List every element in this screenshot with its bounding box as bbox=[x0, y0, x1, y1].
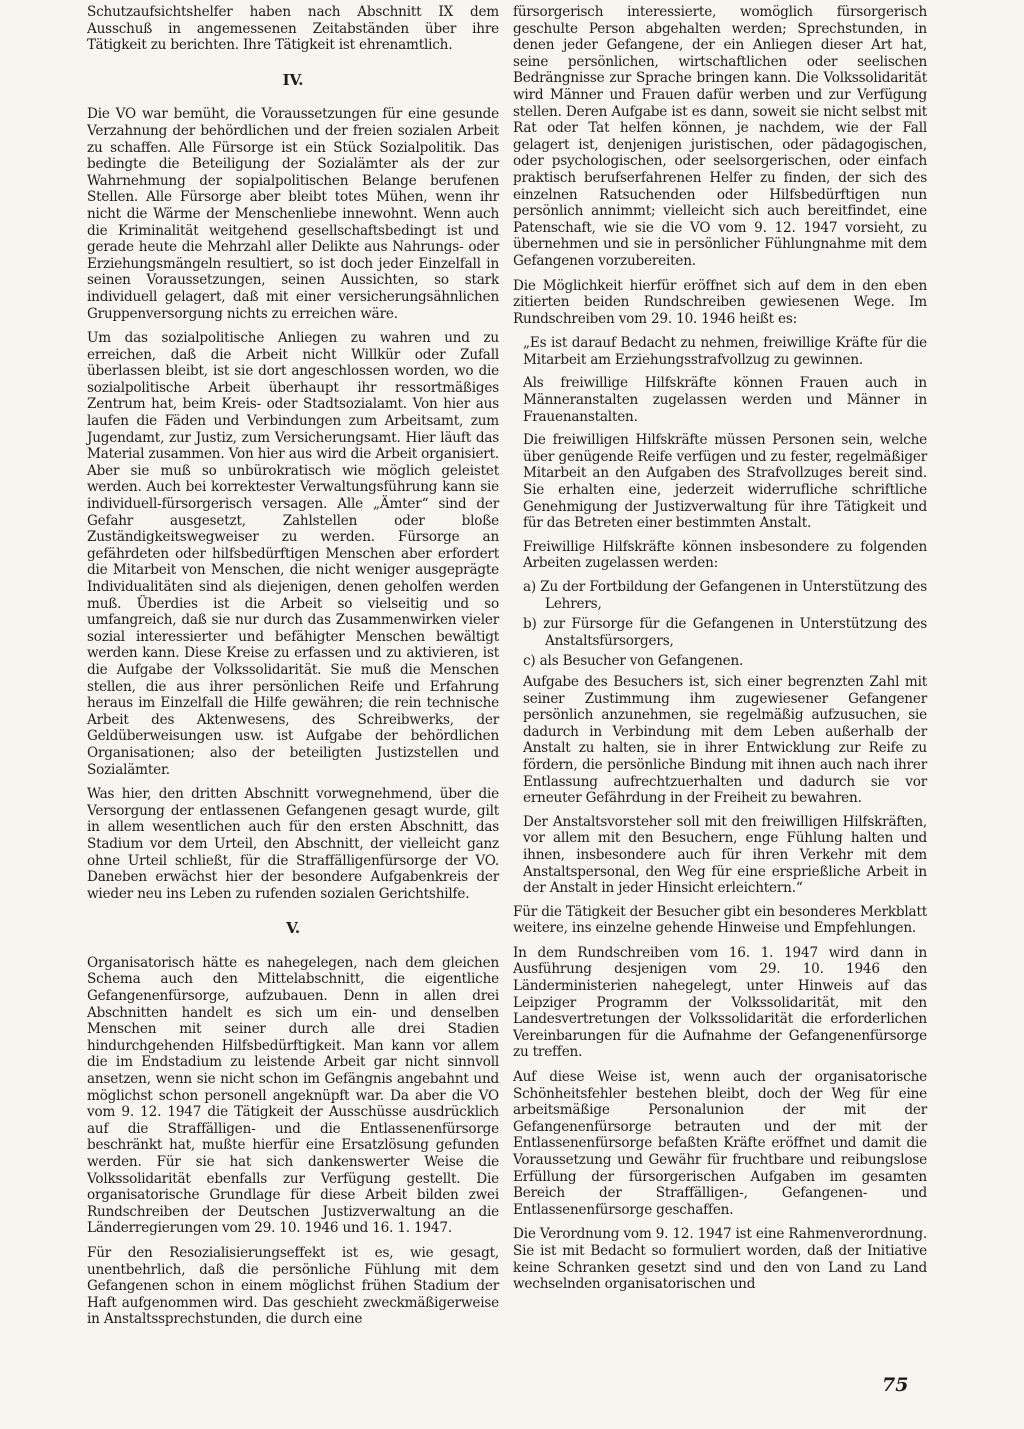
paragraph: In dem Rundschreiben vom 16. 1. 1947 wird dann in Ausführung desjenigen vom 29. 10. 1946 den Länderministerien nahegelegt, unter Hinweis auf das Leipziger Programm der Volkssolidarität, mit den Landesvertretungen der Volkssolidarität die erforderlichen Vereinbarungen für die Aufnahme der Gefangenenfürsorge zu treffen. bbox=[513, 944, 927, 1061]
page-number: 75 bbox=[882, 1374, 909, 1396]
paragraph: Schutzaufsichtshelfer haben nach Abschnitt IX dem Ausschuß in angemessenen Zeitabständen über ihre Tätigkeit zu berichten. Ihre Tätigkeit ist ehrenamtlich. bbox=[87, 4, 499, 54]
paragraph: Auf diese Weise ist, wenn auch der organisatorische Schönheitsfehler bestehen bleibt, doch der Weg für eine arbeitsmäßige Personalunion der mit der Gefangenenfürsorge betrauten und der mit der Entlassenenfürsorge befaßten Kräfte eröffnet und damit die Voraussetzung und Gewähr für fruchtbare und reibungslose Erfüllung der fürsorgerischen Aufgaben im gesamten Bereich der Straffälligen-, Gefangenen- und Entlassenenfürsorge geschaffen. bbox=[513, 1069, 927, 1218]
paragraph: Die VO war bemüht, die Voraussetzungen für eine gesunde Verzahnung der behördlichen und der freien sozialen Arbeit zu schaffen. Alle Fürsorge ist ein Stück Sozialpolitik. Das bedingte die Beteiligung der Sozialämter als der zur Wahrnehmung der sopialpolitischen Belange berufenen Stellen. Alle Fürsorge aber bleibt totes Mühen, wenn ihr nicht die Wärme der Menschenliebe innewohnt. Wenn auch die Kriminalität weitgehend gesellschaftsbedingt ist und gerade heute die Mehrzahl aller Delikte aus Nahrungs- oder Erziehungsmängeln resultiert, so ist doch jeder Einzelfall in seinen Voraussetzungen, seinen Aussichten, so stark individuell gelagert, daß mit einer versicherungsähnlichen Gruppenversorgung nichts zu erreichen wäre. bbox=[87, 106, 499, 322]
quote-paragraph: Die freiwilligen Hilfskräfte müssen Personen sein, welche über genügende Reife verfügen und zu fester, regelmäßiger Mitarbeit an den Aufgaben des Strafvollzuges bereit sind. Sie erhalten eine, jederzeit widerrufliche schriftliche Genehmigung der Justizverwaltung für ihre Tätigkeit und für das Betreten einer bestimmten Anstalt. bbox=[523, 432, 927, 532]
section-heading-iv: IV. bbox=[282, 70, 304, 89]
list-item: a) Zu der Fortbildung der Gefangenen in Unterstützung des Lehrers, bbox=[523, 579, 927, 612]
quote-paragraph: „Es ist darauf Bedacht zu nehmen, freiwillige Kräfte für die Mitarbeit am Erziehungsstrafvollzug zu gewinnen. bbox=[523, 335, 927, 368]
quote-list bbox=[523, 579, 927, 670]
paragraph: Was hier, den dritten Abschnitt vorwegnehmend, über die Versorgung der entlassenen Gefangenen gesagt wurde, gilt in allem wesentlichen auch für den ersten Abschnitt, das Stadium vor dem Urteil, den Abschnitt, der vielleicht ganz ohne Urteil schließt, für die Straffälligenfürsorge der VO. Daneben erwächst hier der besondere Aufgabenkreis der wieder neu ins Leben zu rufenden sozialen Gerichtshilfe. bbox=[87, 786, 499, 902]
list-item: c) als Besucher von Gefangenen. bbox=[523, 653, 744, 670]
left-column bbox=[87, 4, 499, 1336]
quote-paragraph: Als freiwillige Hilfskräfte können Frauen auch in Männeranstalten zugelassen werden und Männer in Frauenanstalten. bbox=[523, 375, 927, 425]
right-column bbox=[513, 4, 927, 1301]
block-quote bbox=[513, 335, 927, 896]
section-heading-v: V. bbox=[286, 919, 300, 938]
paragraph: fürsorgerisch interessierte, womöglich fürsorgerisch geschulte Person abgehalten werden; Sprechstunden, in denen jeder Gefangene, der ein Anliegen dieser Art hat, seine persönlichen, wirtschaftlichen oder seelischen Bedrängnisse zur Sprache bringen kann. Die Volkssolidarität wird Männer und Frauen dafür werben und zur Verfügung stellen. Deren Aufgabe ist es dann, soweit sie nicht selbst mit Rat oder Tat helfen können, je nachdem, wie der Fall gelagert ist, denjenigen juristischen, oder pädagogischen, oder psychologischen, oder seelsorgerischen, oder einfach praktisch berufserfahrenen Helfer zu finden, der sich des einzelnen Ratsuchenden oder Hilfsbedürftigen nun persönlich annimmt; vielleicht sich auch bereitfindet, eine Patenschaft, wie sie die VO vom 9. 12. 1947 vorsieht, zu übernehmen und sie in persönlicher Fühlungnahme mit dem Gefangenen vorzubereiten. bbox=[513, 4, 927, 269]
paragraph: Für die Tätigkeit der Besucher gibt ein besonderes Merkblatt weitere, ins einzelne gehende Hinweise und Empfehlungen. bbox=[513, 903, 927, 937]
paragraph: Die Verordnung vom 9. 12. 1947 ist eine Rahmenverordnung. Sie ist mit Bedacht so formuliert worden, daß der Initiative keine Schranken gesetzt sind und den von Land zu Land wechselnden organisatorischen und bbox=[513, 1226, 927, 1293]
paragraph: Um das sozialpolitische Anliegen zu wahren und zu erreichen, daß die Arbeit nicht Willkür oder Zufall überlassen bleibt, ist sie dort angeschlossen worden, wo die sozialpolitische Arbeit überhaupt ihr ressortmäßiges Zentrum hat, beim Kreis- oder Stadtsozialamt. Von hier aus laufen die Fäden und Verbindungen zum Arbeitsamt, zum Jugendamt, zur Justiz, zum Versicherungsamt. Hier läuft das Material zusammen. Von hier aus wird die Arbeit organisiert. Aber sie muß so unbürokratisch wie möglich geleistet werden. Auch bei korrektester Verwaltungsführung kann sie individuell-fürsorgerisch versagen. Alle „Ämter“ sind der Gefahr ausgesetzt, Zahlstellen oder bloße Zuständigkeitswegweiser zu werden. Fürsorge an gefährdeten oder hilfsbedürftigen Menschen aber erfordert die Mitarbeit von Menschen, die nicht weniger ausgeprägte Individualitäten sind als diejenigen, denen geholfen werden muß. Überdies ist die Arbeit so vielseitig und so umfangreich, daß sie nur durch das Zusammenwirken vieler sozial interessierter und befähigter Menschen bewältigt werden kann. Diese Kreise zu erfassen und zu aktivieren, ist die Aufgabe der Volkssolidarität. Sie muß die Menschen stellen, die aus ihrer persönlichen Reife und Erfahrung heraus im Einzelfall die Hilfe gewähren; die rein technische Arbeit des Aktenwesens, des Schreibwerks, der Geldüberweisungen usw. ist Aufgabe der behördlichen Organisationen; also der beteiligten Justizstellen und Sozialämter. bbox=[87, 330, 499, 778]
paragraph: Für den Resozialisierungseffekt ist es, wie gesagt, unentbehrlich, daß die persönliche Fühlung mit dem Gefangenen schon in einem möglichst frühen Stadium der Haft aufgenommen wird. Das geschieht zweckmäßigerweise in Anstaltssprechstunden, die durch eine bbox=[87, 1244, 499, 1328]
quote-paragraph: Freiwillige Hilfskräfte können insbesondere zu folgenden Arbeiten zugelassen werden: bbox=[523, 538, 927, 572]
paragraph: Organisatorisch hätte es nahegelegen, nach dem gleichen Schema auch den Mittelabschnitt, die eigentliche Gefangenenfürsorge, aufzubauen. Denn in allen drei Abschnitten handelt es sich um ein- und denselben Menschen mit seiner durch alle drei Stadien hindurchgehenden Hilfsbedürftigkeit. Man kann vor allem die im Endstadium zu leistende Arbeit gar nicht sinnvoll ansetzen, wenn sie nicht schon im Gefängnis angebahnt und möglichst schon personell angeknüpft war. Da aber die VO vom 9. 12. 1947 die Tätigkeit der Ausschüsse ausdrücklich auf die Straffälligen- und die Entlassenenfürsorge beschränkt hat, mußte hierfür eine Ersatzlösung gefunden werden. Für sie hat sich dankenswerter Weise die Volkssolidarität ebenfalls zur Verfügung gestellt. Die organisatorische Grundlage für diese Arbeit bilden zwei Rundschreiben der Deutschen Justizverwaltung an die Länderregierungen vom 29. 10. 1946 und 16. 1. 1947. bbox=[87, 954, 499, 1237]
list-item: b) zur Fürsorge für die Gefangenen in Unterstützung des Anstaltsfürsorgers, bbox=[523, 616, 927, 649]
quote-paragraph: Der Anstaltsvorsteher soll mit den freiwilligen Hilfskräften, vor allem mit den Besuchern, enge Fühlung halten und ihnen, insbesondere auch für ihren Verkehr mit dem Anstaltspersonal, den Weg für eine ersprießliche Arbeit in der Anstalt in jeder Hinsicht erleichtern.“ bbox=[523, 813, 927, 897]
paragraph: Die Möglichkeit hierfür eröffnet sich auf dem in den eben zitierten beiden Rundschreiben gewiesenen Wege. Im Rundschreiben vom 29. 10. 1946 heißt es: bbox=[513, 277, 927, 327]
quote-paragraph: Aufgabe des Besuchers ist, sich einer begrenzten Zahl mit seiner Zustimmung ihm zugewiesener Gefangener persönlich anzunehmen, sie regelmäßig aufzusuchen, sie dadurch in Verbindung mit dem Leben außerhalb der Anstalt zu halten, sie in ihrer Entwicklung zur Reife zu fördern, die persönliche Bindung mit ihnen auch nach ihrer Entlassung aufrechtzuerhalten und dadurch sie vor erneuter Gefährdung in der Freiheit zu bewahren. bbox=[523, 673, 927, 807]
